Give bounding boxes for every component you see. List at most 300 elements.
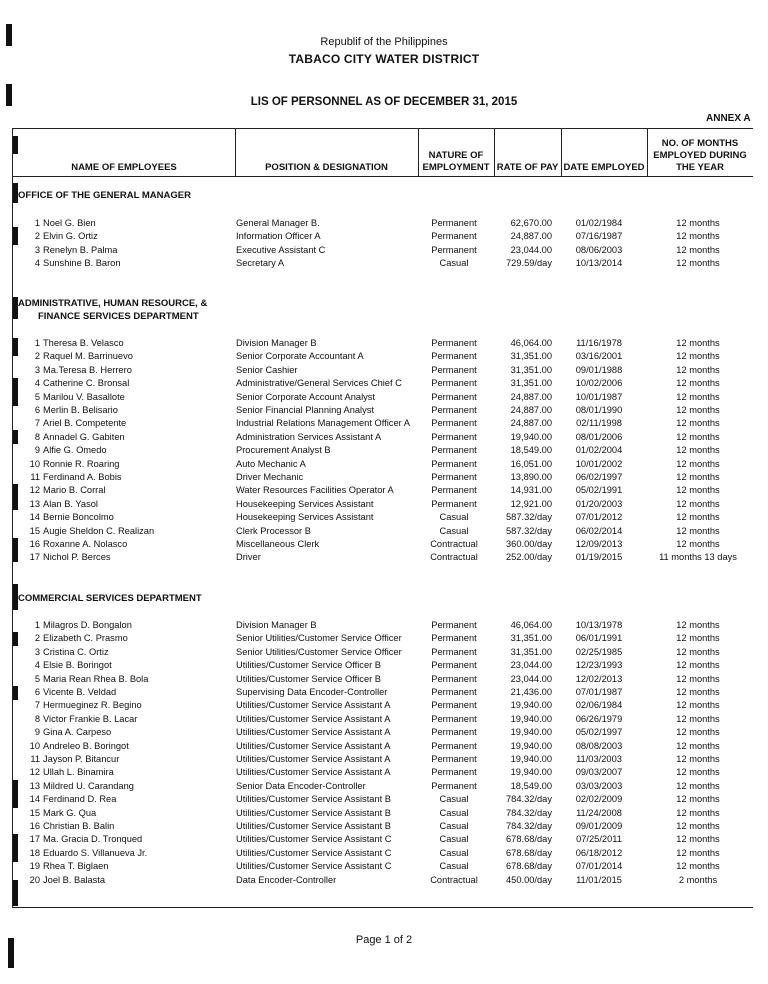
cell-rate: 19,940.00: [510, 727, 552, 738]
cell-months: 12 months: [676, 713, 720, 724]
cell-months: 12 months: [676, 539, 720, 549]
cell-months: 12 months: [676, 754, 720, 764]
cell-nature: Permanent: [431, 418, 477, 429]
cell-rate: 18,549.00: [510, 780, 552, 791]
cell-months: 12 months: [676, 431, 720, 442]
cell-months: 12 months: [676, 847, 720, 858]
cell-no: 20: [29, 874, 40, 885]
cell-months: 12 months: [676, 633, 720, 644]
document-title: LIS OF PERSONNEL AS OF DECEMBER 31, 2015: [250, 96, 518, 108]
cell-no: 4: [34, 378, 40, 389]
cell-name: Annadel G. Gabiten: [43, 431, 125, 442]
cell-no: 13: [29, 780, 40, 791]
cell-nature: Casual: [439, 794, 469, 805]
cell-name: Elvin G. Ortiz: [43, 231, 98, 242]
cell-date: 03/16/2001: [575, 351, 623, 362]
cell-position: Industrial Relations Management Officer A: [236, 418, 410, 429]
cell-no: 19: [29, 861, 40, 872]
col-header-nature: [418, 150, 494, 174]
section-title: [18, 189, 191, 202]
cell-position: Executive Assistant C: [236, 244, 326, 255]
table-row: [12, 458, 752, 471]
section-title-line1: COMMERCIAL SERVICES DEPARTMENT: [18, 593, 202, 604]
cell-rate: 19,940.00: [510, 713, 552, 724]
cell-position: Senior Data Encoder-Controller: [236, 780, 366, 791]
cell-date: 12/23/1993: [575, 660, 623, 671]
table-row: [12, 673, 752, 686]
cell-position: Utilities/Customer Service Assistant A: [236, 767, 391, 778]
cell-months: 12 months: [676, 485, 720, 496]
cell-date: 06/02/2014: [575, 525, 623, 536]
cell-nature: Casual: [439, 807, 469, 818]
cell-nature: Permanent: [431, 378, 477, 389]
cell-position: Miscellaneous Clerk: [236, 539, 320, 549]
cell-months: 12 months: [676, 351, 720, 362]
cell-nature: Permanent: [431, 472, 477, 482]
cell-nature: Casual: [439, 512, 469, 523]
cell-rate: 19,940.00: [510, 754, 552, 764]
table-row: [12, 646, 752, 659]
cell-no: 15: [29, 807, 40, 818]
cell-no: 3: [34, 364, 40, 375]
cell-months: 12 months: [676, 660, 720, 671]
cell-no: 12: [29, 485, 40, 496]
cell-rate: 14,931.00: [510, 485, 552, 496]
cell-nature: Casual: [439, 821, 469, 831]
table-row: [12, 484, 752, 497]
table-row: [12, 766, 752, 779]
cell-no: 4: [34, 258, 40, 269]
table-row: [12, 525, 752, 538]
table-row: [12, 699, 752, 712]
section-title-line2: FINANCE SERVICES DEPARTMENT: [38, 311, 199, 322]
cell-name: Victor Frankie B. Lacar: [43, 713, 138, 724]
cell-nature: Permanent: [431, 445, 477, 456]
cell-no: 16: [29, 821, 40, 831]
table-row: [12, 860, 752, 873]
cell-nature: Permanent: [431, 244, 477, 255]
cell-nature: Contractual: [430, 552, 478, 563]
cell-date: 06/02/1997: [575, 472, 623, 482]
cell-no: 6: [34, 405, 40, 415]
cell-months: 12 months: [676, 391, 720, 402]
cell-months: 12 months: [676, 834, 720, 845]
cell-date: 12/02/2013: [575, 673, 623, 684]
table-row: [12, 659, 752, 672]
annex-label: ANNEX A: [706, 113, 751, 124]
cell-date: 07/25/2011: [576, 834, 622, 845]
cell-date: 05/02/1991: [575, 485, 623, 496]
cell-position: General Manager B.: [236, 218, 320, 228]
cell-name: Mark G. Qua: [43, 807, 97, 818]
cell-nature: Contractual: [430, 539, 478, 549]
cell-no: 11: [30, 472, 40, 482]
cell-position: Senior Corporate Account Analyst: [236, 391, 376, 402]
cell-name: Elizabeth C. Prasmo: [43, 633, 128, 644]
cell-date: 06/26/1979: [575, 713, 623, 724]
cell-no: 8: [34, 431, 40, 442]
cell-position: Utilities/Customer Service Assistant B: [236, 794, 391, 805]
cell-nature: Permanent: [431, 754, 477, 764]
header-divider: [13, 176, 753, 177]
cell-months: 12 months: [676, 780, 720, 791]
cell-no: 11: [30, 754, 40, 764]
cell-date: 10/13/1978: [575, 620, 623, 630]
cell-rate: 31,351.00: [510, 351, 552, 362]
cell-rate: 19,940.00: [510, 767, 552, 778]
page-number: Page 1 of 2: [355, 934, 413, 946]
cell-no: 2: [34, 231, 40, 242]
cell-months: 12 months: [676, 727, 720, 738]
cell-position: Senior Utilities/Customer Service Officer: [236, 633, 402, 644]
cell-no: 12: [29, 767, 40, 778]
cell-nature: Casual: [439, 861, 469, 872]
cell-name: Eduardo S. Villanueva Jr.: [43, 847, 148, 858]
cell-date: 11/03/2003: [576, 754, 622, 764]
cell-months: 12 months: [676, 673, 720, 684]
cell-months: 12 months: [676, 821, 720, 831]
cell-nature: Permanent: [431, 687, 477, 697]
col-header-date: DATE EMPLOYED: [563, 162, 645, 173]
cell-name: Vicente B. Veldad: [43, 687, 117, 697]
cell-position: Driver: [236, 552, 261, 563]
cell-months: 12 months: [676, 525, 720, 536]
cell-nature: Permanent: [431, 660, 477, 671]
cell-rate: 31,351.00: [510, 633, 552, 644]
cell-months: 12 months: [676, 512, 720, 523]
cell-date: 01/19/2015: [575, 552, 623, 563]
cell-months: 12 months: [676, 687, 720, 697]
cell-date: 10/01/1987: [575, 391, 623, 402]
cell-nature: Permanent: [431, 767, 477, 778]
cell-position: Utilities/Customer Service Assistant B: [236, 821, 391, 831]
cell-name: Ma.Teresa B. Herrero: [43, 364, 132, 375]
col-header-months-line1: NO. OF MONTHS: [661, 138, 739, 149]
cell-nature: Permanent: [431, 218, 477, 228]
cell-rate: 16,051.00: [510, 458, 552, 469]
cell-position: Utilities/Customer Service Assistant C: [236, 861, 392, 872]
table-row: [12, 350, 752, 363]
table-row: [12, 847, 752, 860]
cell-rate: 19,940.00: [510, 740, 552, 751]
table-row: [12, 780, 752, 793]
cell-no: 5: [34, 673, 40, 684]
cell-no: 17: [29, 834, 40, 845]
cell-name: Elsie B. Boringot: [43, 660, 112, 671]
cell-nature: Permanent: [431, 620, 477, 630]
cell-name: Ferdinand D. Rea: [43, 794, 117, 805]
cell-position: Procurement Analyst B: [236, 445, 331, 456]
cell-months: 12 months: [676, 231, 720, 242]
cell-name: Raquel M. Barrinuevo: [43, 351, 133, 362]
cell-months: 12 months: [676, 807, 720, 818]
cell-date: 09/01/1988: [575, 364, 623, 375]
cell-name: Gina A. Carpeso: [43, 727, 112, 738]
cell-nature: Permanent: [431, 673, 477, 684]
cell-rate: 12,921.00: [510, 498, 552, 509]
cell-months: 12 months: [676, 218, 720, 228]
cell-no: 16: [29, 539, 40, 549]
cell-months: 12 months: [676, 767, 720, 778]
table-row: [12, 793, 752, 806]
table-row: [12, 230, 752, 243]
cell-position: Auto Mechanic A: [236, 458, 306, 469]
cell-rate: 450.00/day: [505, 874, 552, 885]
cell-date: 08/06/2003: [575, 244, 623, 255]
cell-rate: 587.32/day: [505, 525, 552, 536]
cell-rate: 23,044.00: [510, 673, 552, 684]
cell-position: Utilities/Customer Service Assistant A: [236, 727, 391, 738]
cell-date: 11/01/2015: [576, 874, 622, 885]
cell-months: 12 months: [676, 378, 720, 389]
col-header-rate: RATE OF PAY: [496, 162, 559, 173]
cell-nature: Casual: [439, 834, 469, 845]
cell-position: Utilities/Customer Service Assistant A: [236, 713, 391, 724]
cell-date: 07/01/2014: [575, 861, 623, 872]
cell-position: Senior Utilities/Customer Service Officer: [236, 646, 402, 657]
cell-nature: Casual: [439, 525, 469, 536]
cell-date: 07/01/2012: [575, 512, 623, 523]
cell-name: Noel G. Bien: [43, 218, 96, 228]
table-row: [12, 511, 752, 524]
cell-name: Ferdinand A. Bobis: [43, 472, 122, 482]
cell-nature: Permanent: [431, 498, 477, 509]
cell-date: 12/09/2013: [575, 539, 623, 549]
cell-no: 7: [34, 700, 40, 711]
cell-date: 02/02/2009: [575, 794, 623, 805]
cell-nature: Permanent: [431, 231, 477, 242]
cell-position: Senior Corporate Accountant A: [236, 351, 364, 362]
col-header-name: NAME OF EMPLOYEES: [71, 162, 177, 173]
cell-nature: Permanent: [431, 727, 477, 738]
cell-name: Augie Sheldon C. Realizan: [43, 525, 155, 536]
cell-name: Roxanne A. Nolasco: [43, 539, 128, 549]
cell-no: 1: [34, 218, 40, 228]
col-header-position: POSITION & DESIGNATION: [265, 162, 388, 173]
table-row: [12, 632, 752, 645]
cell-date: 08/01/2006: [575, 431, 623, 442]
cell-months: 12 months: [676, 472, 720, 482]
cell-position: Utilities/Customer Service Assistant A: [236, 700, 391, 711]
cell-name: Bernie Boncolmo: [43, 512, 114, 523]
cell-name: Cristina C. Ortiz: [43, 646, 109, 657]
cell-date: 10/01/2002: [575, 458, 623, 469]
cell-nature: Permanent: [431, 740, 477, 751]
section-title: [18, 592, 202, 605]
cell-position: Division Manager B: [236, 338, 317, 348]
cell-name: Christian B. Balin: [43, 821, 115, 831]
cell-date: 01/02/2004: [575, 445, 623, 456]
cell-no: 6: [34, 687, 40, 697]
cell-no: 10: [29, 740, 40, 751]
cell-rate: 360.00/day: [505, 539, 552, 549]
cell-months: 12 months: [676, 258, 720, 269]
cell-date: 02/11/1998: [576, 418, 622, 429]
cell-nature: Permanent: [431, 485, 477, 496]
cell-position: Driver Mechanic: [236, 472, 304, 482]
cell-no: 8: [34, 713, 40, 724]
cell-rate: 62,670.00: [510, 218, 552, 228]
cell-date: 06/18/2012: [575, 847, 623, 858]
cell-position: Utilities/Customer Service Assistant C: [236, 834, 392, 845]
table-row: [12, 377, 752, 390]
col-header-months: [647, 138, 753, 174]
cell-name: Theresa B. Velasco: [43, 338, 124, 348]
cell-position: Housekeeping Services Assistant: [236, 498, 374, 509]
cell-nature: Permanent: [431, 351, 477, 362]
cell-name: Ma. Gracia D. Tronqued: [43, 834, 143, 845]
table-row: [12, 551, 752, 564]
table-row: [12, 833, 752, 846]
cell-rate: 23,044.00: [510, 244, 552, 255]
cell-no: 14: [29, 794, 40, 805]
cell-date: 11/24/2008: [576, 807, 622, 818]
table-row: [12, 807, 752, 820]
table-row: [12, 444, 752, 457]
cell-rate: 784.32/day: [505, 807, 552, 818]
cell-nature: Permanent: [431, 780, 477, 791]
table-row: [12, 431, 752, 444]
table-row: [12, 498, 752, 511]
cell-name: Catherine C. Bronsal: [43, 378, 130, 389]
cell-name: Jayson P. Bitancur: [43, 754, 120, 764]
cell-name: Joel B. Balasta: [43, 874, 106, 885]
cell-name: Maria Rean Rhea B. Bola: [43, 673, 149, 684]
cell-months: 12 months: [676, 405, 720, 415]
cell-date: 07/16/1987: [575, 231, 623, 242]
cell-rate: 24,887.00: [510, 405, 552, 415]
cell-no: 2: [34, 633, 40, 644]
table-row: [12, 820, 752, 833]
cell-nature: Permanent: [431, 700, 477, 711]
cell-months: 12 months: [676, 861, 720, 872]
cell-name: Milagros D. Bongalon: [43, 620, 132, 630]
cell-name: Merlin B. Belisario: [43, 405, 118, 415]
table-row: [12, 404, 752, 417]
table-row: [12, 417, 752, 430]
section-title-line1: OFFICE OF THE GENERAL MANAGER: [18, 190, 191, 201]
cell-rate: 19,940.00: [510, 431, 552, 442]
cell-rate: 21,436.00: [510, 687, 552, 697]
table-row: [12, 391, 752, 404]
cell-position: Information Officer A: [236, 231, 321, 242]
cell-name: Renelyn B. Palma: [43, 244, 118, 255]
cell-nature: Permanent: [431, 405, 477, 415]
cell-rate: 678.68/day: [505, 861, 552, 872]
cell-rate: 23,044.00: [510, 660, 552, 671]
col-header-months-line2: EMPLOYED DURING: [653, 150, 747, 161]
cell-rate: 784.32/day: [505, 794, 552, 805]
cell-no: 7: [34, 418, 40, 429]
table-row: [12, 686, 752, 699]
cell-name: Ariel B. Competente: [43, 418, 127, 429]
cell-months: 12 months: [676, 646, 720, 657]
cell-position: Utilities/Customer Service Assistant A: [236, 740, 391, 751]
cell-rate: 24,887.00: [510, 231, 552, 242]
cell-months: 12 months: [676, 620, 720, 630]
cell-position: Supervising Data Encoder-Controller: [236, 687, 388, 697]
cell-name: Mildred U. Carandang: [43, 780, 134, 791]
cell-date: 02/06/1984: [575, 700, 623, 711]
cell-position: Utilities/Customer Service Assistant C: [236, 847, 392, 858]
col-header-nature-line2: EMPLOYMENT: [422, 162, 490, 173]
col-header-nature-line1: NATURE OF: [428, 150, 484, 161]
section-title-line1: ADMINISTRATIVE, HUMAN RESOURCE, &: [18, 298, 208, 309]
cell-date: 02/25/1985: [575, 646, 623, 657]
cell-position: Senior Cashier: [236, 364, 298, 375]
cell-date: 07/01/1987: [575, 687, 623, 697]
cell-date: 09/03/2007: [575, 767, 623, 778]
col-header-months-line3: THE YEAR: [676, 162, 724, 173]
table-row: [12, 753, 752, 766]
cell-date: 10/02/2006: [575, 378, 623, 389]
cell-months: 12 months: [676, 740, 720, 751]
cell-no: 4: [34, 660, 40, 671]
cell-rate: 587.32/day: [505, 512, 552, 523]
cell-months: 11 months 13 days: [659, 552, 737, 563]
table-row: [12, 364, 752, 377]
cell-rate: 252.00/day: [505, 552, 552, 563]
cell-date: 01/20/2003: [575, 498, 623, 509]
cell-position: Administration Services Assistant A: [236, 431, 382, 442]
cell-position: Utilities/Customer Service Officer B: [236, 673, 382, 684]
cell-no: 5: [34, 391, 40, 402]
cell-rate: 31,351.00: [510, 646, 552, 657]
republic-line: Republif of the Philippines: [320, 36, 448, 48]
cell-no: 9: [34, 727, 40, 738]
cell-nature: Permanent: [431, 713, 477, 724]
cell-date: 05/02/1997: [575, 727, 623, 738]
cell-position: Utilities/Customer Service Assistant B: [236, 807, 391, 818]
cell-date: 09/01/2009: [575, 821, 623, 831]
cell-name: Alfie G. Omedo: [43, 445, 107, 456]
cell-date: 06/01/1991: [575, 633, 623, 644]
cell-rate: 729.59/day: [505, 258, 552, 269]
cell-position: Utilities/Customer Service Officer B: [236, 660, 382, 671]
cell-no: 3: [34, 646, 40, 657]
cell-nature: Casual: [439, 847, 469, 858]
cell-no: 18: [29, 847, 40, 858]
table-row: [12, 244, 752, 257]
cell-rate: 46,064.00: [510, 620, 552, 630]
cell-no: 15: [29, 525, 40, 536]
cell-rate: 19,940.00: [510, 700, 552, 711]
cell-months: 12 months: [676, 700, 720, 711]
cell-months: 12 months: [676, 498, 720, 509]
cell-date: 10/13/2014: [575, 258, 623, 269]
cell-nature: Casual: [439, 258, 469, 269]
cell-name: Alan B. Yasol: [43, 498, 98, 509]
cell-name: Hermueginez R. Begino: [43, 700, 142, 711]
table-row: [12, 538, 752, 551]
organization-name: TABACO CITY WATER DISTRICT: [288, 52, 480, 66]
table-row: [12, 619, 752, 632]
cell-nature: Permanent: [431, 431, 477, 442]
cell-no: 2: [34, 351, 40, 362]
table-row: [12, 337, 752, 350]
cell-no: 14: [29, 512, 40, 523]
cell-rate: 18,549.00: [510, 445, 552, 456]
cell-rate: 24,887.00: [510, 391, 552, 402]
cell-nature: Permanent: [431, 391, 477, 402]
cell-no: 3: [34, 244, 40, 255]
cell-no: 17: [29, 552, 40, 563]
cell-rate: 31,351.00: [510, 364, 552, 375]
cell-rate: 678.68/day: [505, 847, 552, 858]
cell-date: 08/01/1990: [575, 405, 623, 415]
cell-name: Ronnie R. Roaring: [43, 458, 120, 469]
cell-date: 01/02/1984: [575, 218, 623, 228]
